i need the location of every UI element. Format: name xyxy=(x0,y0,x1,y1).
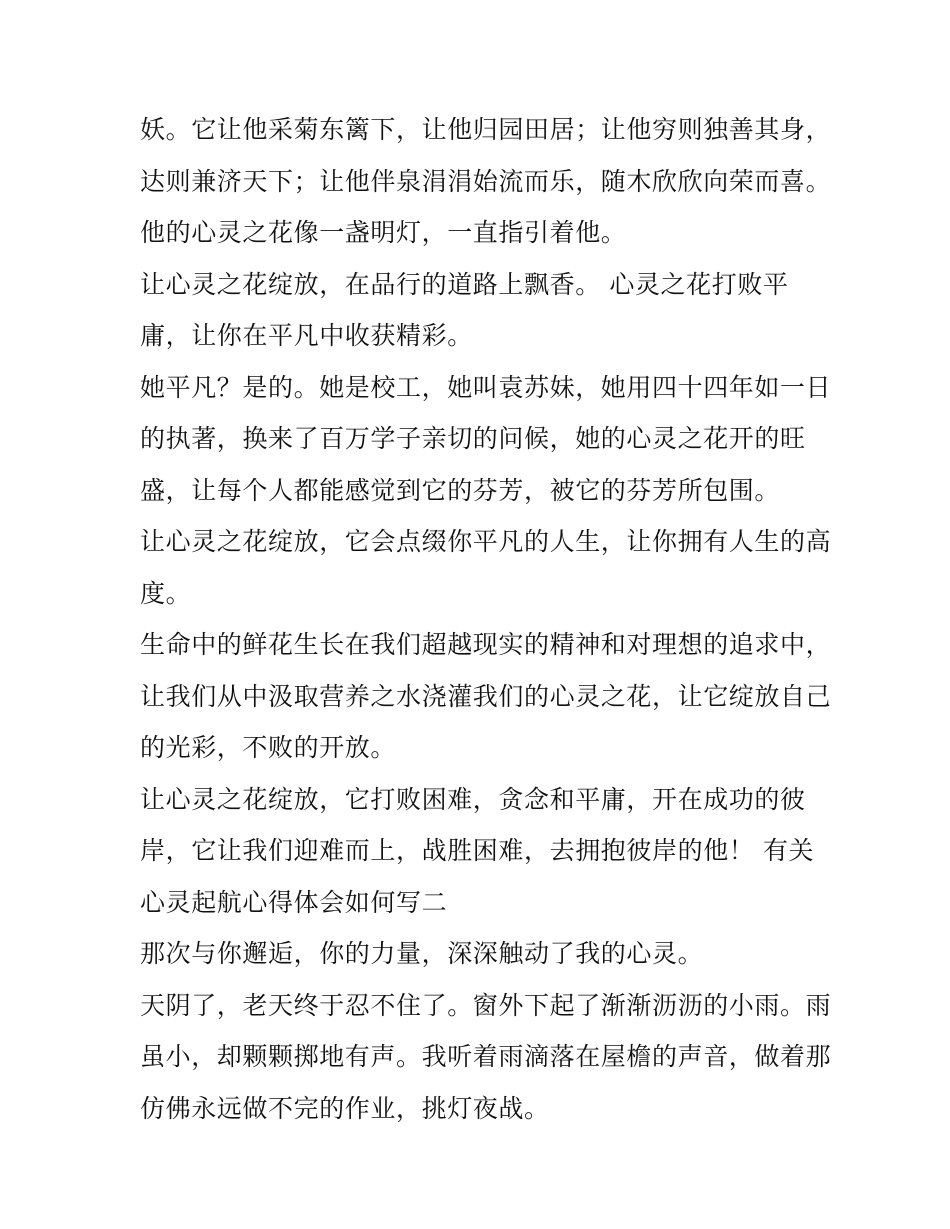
text-line-9: 让心灵之花绽放，它会点缀你平凡的人生，让你拥有人生的高 xyxy=(140,527,832,556)
text-line-13: 的光彩，不败的开放。 xyxy=(140,733,397,762)
text-line-7: 的执著，换来了百万学子亲切的问候，她的心灵之花开的旺 xyxy=(140,424,806,453)
text-line-10: 度。 xyxy=(140,578,192,608)
text-line-19: 虽小，却颗颗掷地有声。我听着雨滴落在屋檐的声音，做着那 xyxy=(140,1042,832,1071)
text-line-14: 让心灵之花绽放，它打败困难，贪念和平庸，开在成功的彼 xyxy=(140,784,806,814)
text-line-17: 那次与你邂逅，你的力量，深深触动了我的心灵。 xyxy=(140,939,704,968)
document-body xyxy=(140,104,832,1134)
text-line-20: 仿佛永远做不完的作业，挑灯夜战。 xyxy=(140,1093,550,1123)
text-line-1: 妖。它让他采菊东篱下，让他归园田居；让他穷则独善其身， xyxy=(140,115,832,144)
text-line-2: 达则兼济天下；让他伴泉涓涓始流而乐，随木欣欣向荣而喜。 xyxy=(140,166,832,196)
text-line-11: 生命中的鲜花生长在我们超越现实的精神和对理想的追求中， xyxy=(140,630,832,659)
text-line-6: 她平凡？是的。她是校工，她叫袁苏妹，她用四十四年如一日 xyxy=(140,372,832,402)
text-line-16: 心灵起航心得体会如何写二 xyxy=(140,887,448,917)
text-line-4: 让心灵之花绽放，在品行的道路上飘香。 心灵之花打败平 xyxy=(140,269,789,299)
text-line-12: 让我们从中汲取营养之水浇灌我们的心灵之花，让它绽放自己 xyxy=(140,681,832,711)
text-line-3: 他的心灵之花像一盏明灯，一直指引着他。 xyxy=(140,218,627,247)
text-line-8: 盛，让每个人都能感觉到它的芬芳，被它的芬芳所包围。 xyxy=(140,475,781,505)
text-line-5: 庸，让你在平凡中收获精彩。 xyxy=(140,321,473,350)
text-line-18: 天阴了，老天终于忍不住了。窗外下起了渐渐沥沥的小雨。雨 xyxy=(140,990,832,1020)
text-line-15: 岸，它让我们迎难而上，战胜困难，去拥抱彼岸的他！ 有关 xyxy=(140,836,815,865)
